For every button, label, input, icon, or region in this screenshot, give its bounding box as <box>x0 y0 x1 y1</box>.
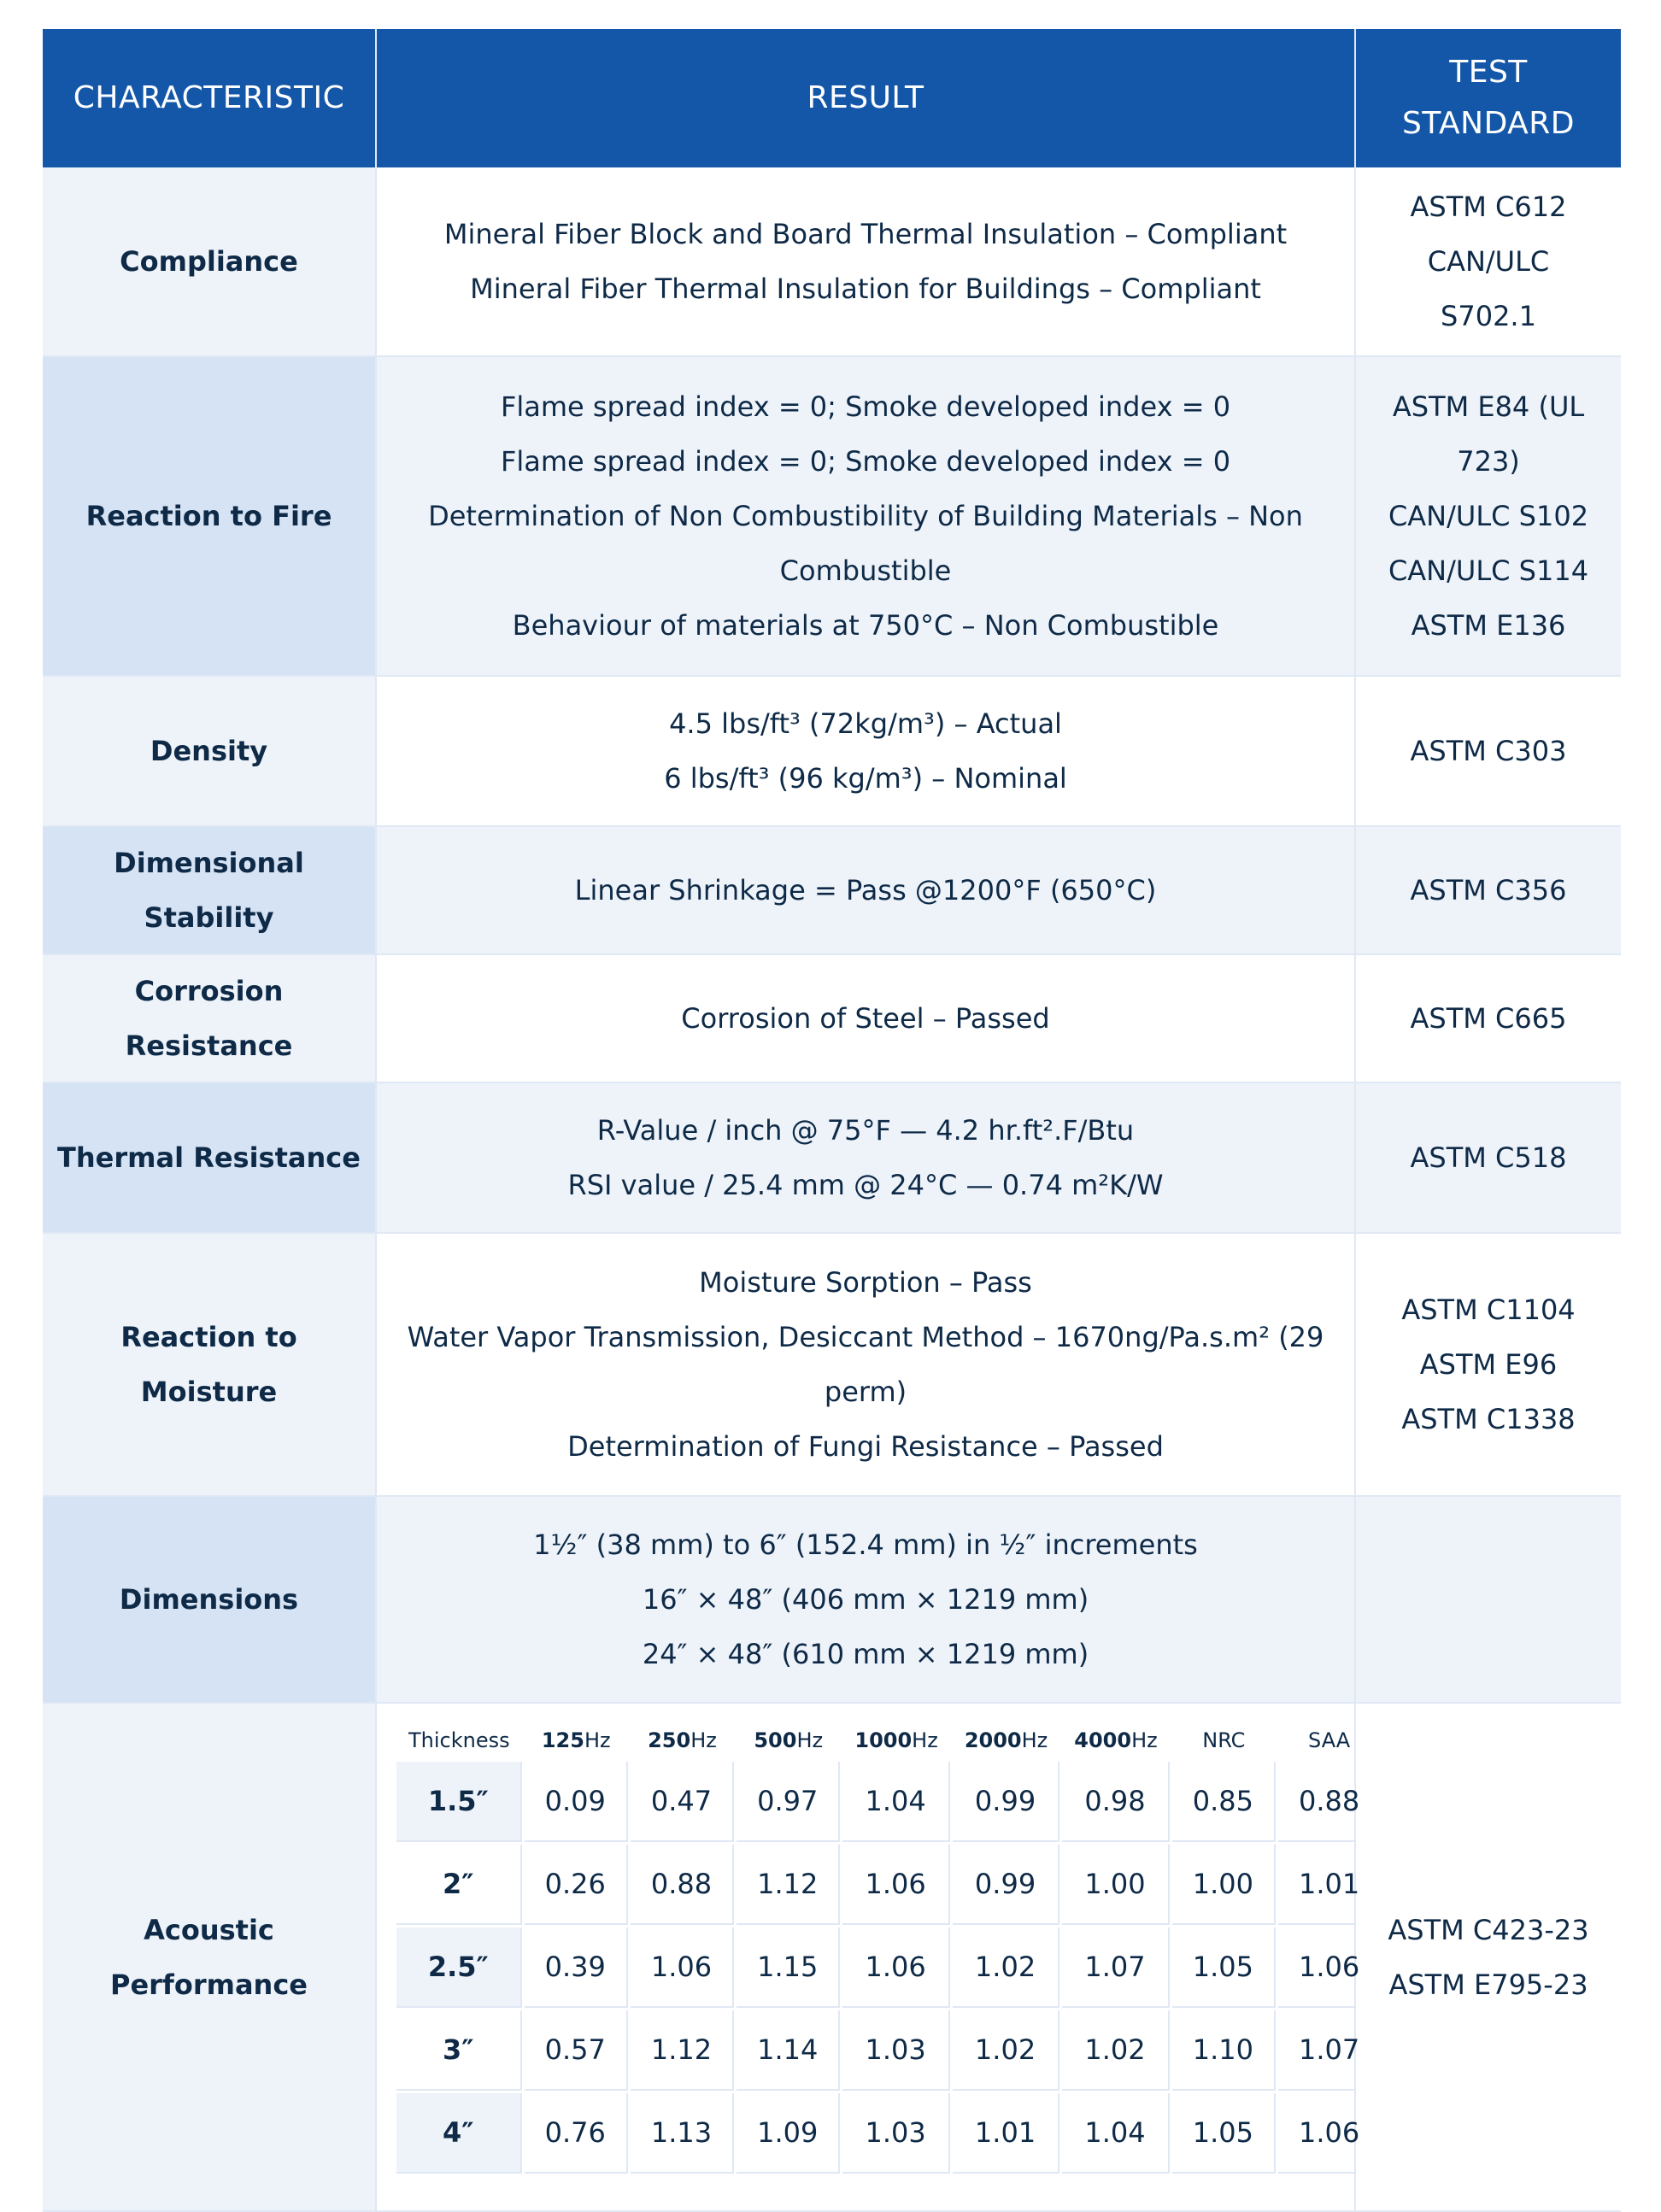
result-line: R-Value / inch @ 75°F — 4.2 hr.ft².F/Btu <box>596 1114 1135 1147</box>
spec-table <box>43 29 1621 2212</box>
characteristic-cell: Density <box>43 676 376 826</box>
standard-line: ASTM C356 <box>1410 874 1567 907</box>
thickness-cell: 1.5″ <box>396 1762 522 1842</box>
result-line: Determination of Fungi Resistance – Passed <box>567 1430 1164 1463</box>
frequency-value: 2000 <box>964 1728 1022 1752</box>
standard-line: ASTM C518 <box>1410 1141 1567 1174</box>
result-line: 6 lbs/ft³ (96 kg/m³) – Nominal <box>664 762 1067 795</box>
header-test-standard <box>1355 29 1621 167</box>
acoustic-value-cell: 1.04 <box>1062 2093 1169 2174</box>
result-cell <box>376 676 1355 826</box>
result-line: Behaviour of materials at 750°C – Non Combustible <box>512 609 1219 642</box>
characteristic-cell: Dimensional Stability <box>43 826 376 954</box>
standard-line: ASTM C1104 <box>1401 1294 1576 1326</box>
acoustic-row <box>396 2010 1380 2091</box>
characteristic-cell: Dimensions <box>43 1496 376 1703</box>
thickness-cell: 2″ <box>396 1845 522 1925</box>
standard-line: ASTM C303 <box>1410 735 1567 767</box>
standard-cell <box>1355 676 1621 826</box>
characteristic-cell: Compliance <box>43 167 376 356</box>
acoustic-value-cell: 1.06 <box>1278 2093 1380 2174</box>
acoustic-value-cell: 1.10 <box>1172 2010 1276 2091</box>
result-cell <box>376 826 1355 954</box>
standard-cell <box>1355 1703 1621 2211</box>
acoustic-value-cell: 1.14 <box>737 2010 840 2091</box>
acoustic-value-cell: 1.00 <box>1062 1845 1169 1925</box>
acoustic-value-cell: 1.12 <box>737 1845 840 1925</box>
standard-line: CAN/ULC S114 <box>1388 554 1589 587</box>
standard-line: CAN/ULC S702.1 <box>1427 245 1550 332</box>
acoustic-value-cell: 1.03 <box>842 2010 949 2091</box>
acoustic-value-cell: 1.05 <box>1172 1927 1276 2008</box>
result-cell <box>376 1233 1355 1496</box>
table-body <box>43 167 1621 2211</box>
acoustic-column-header <box>631 1722 734 1759</box>
result-line: Mineral Fiber Thermal Insulation for Buildings – Compliant <box>470 273 1261 305</box>
acoustic-value-cell: 0.99 <box>953 1762 1059 1842</box>
acoustic-value-cell: 0.39 <box>525 1927 628 2008</box>
acoustic-value-cell: 1.01 <box>1278 1845 1380 1925</box>
acoustic-value-cell: 1.02 <box>953 2010 1059 2091</box>
standard-line: ASTM E84 (UL 723) <box>1392 390 1585 478</box>
result-cell <box>376 954 1355 1083</box>
frequency-unit: Thickness <box>408 1728 510 1752</box>
acoustic-value-cell: 0.76 <box>525 2093 628 2174</box>
standard-cell <box>1355 1233 1621 1496</box>
standard-cell <box>1355 826 1621 954</box>
acoustic-value-cell: 0.99 <box>953 1845 1059 1925</box>
result-line: Linear Shrinkage = Pass @1200°F (650°C) <box>574 874 1157 907</box>
acoustic-value-cell: 0.09 <box>525 1762 628 1842</box>
acoustic-column-header <box>525 1722 628 1759</box>
result-line: Flame spread index = 0; Smoke developed index = 0 <box>500 445 1231 478</box>
table-row <box>43 676 1621 826</box>
acoustic-header-row <box>396 1722 1380 1759</box>
characteristic-cell: Thermal Resistance <box>43 1083 376 1233</box>
result-line: Moisture Sorption – Pass <box>699 1266 1032 1299</box>
standard-line: CAN/ULC S102 <box>1388 500 1589 532</box>
table-header <box>43 29 1621 167</box>
result-line: 1½″ (38 mm) to 6″ (152.4 mm) in ½″ increments <box>533 1528 1198 1561</box>
table-row <box>43 167 1621 356</box>
frequency-value: 4000 <box>1074 1728 1132 1752</box>
acoustic-row <box>396 1845 1380 1925</box>
acoustic-column-header <box>1172 1722 1276 1759</box>
thickness-cell: 2.5″ <box>396 1927 522 2008</box>
acoustic-value-cell: 1.15 <box>737 1927 840 2008</box>
acoustic-value-cell: 1.06 <box>1278 1927 1380 2008</box>
acoustic-row <box>396 1927 1380 2008</box>
acoustic-value-cell: 0.26 <box>525 1845 628 1925</box>
acoustic-value-cell: 0.98 <box>1062 1762 1169 1842</box>
header-result: RESULT <box>376 29 1355 167</box>
acoustic-value-cell: 1.09 <box>737 2093 840 2174</box>
acoustic-value-cell: 1.06 <box>842 1845 949 1925</box>
frequency-unit: Hz <box>1131 1728 1158 1752</box>
characteristic-cell: Acoustic Performance <box>43 1703 376 2211</box>
acoustic-value-cell: 1.04 <box>842 1762 949 1842</box>
acoustic-column-header <box>396 1722 522 1759</box>
standard-cell <box>1355 356 1621 676</box>
acoustic-value-cell: 1.06 <box>842 1927 949 2008</box>
acoustic-result-cell <box>376 1703 1360 2211</box>
standard-cell <box>1355 954 1621 1083</box>
result-line: Corrosion of Steel – Passed <box>681 1002 1050 1035</box>
result-line: Flame spread index = 0; Smoke developed index = 0 <box>500 390 1231 423</box>
frequency-unit: NRC <box>1202 1728 1246 1752</box>
standard-cell <box>1355 1496 1621 1703</box>
frequency-value: 250 <box>648 1728 691 1752</box>
result-line: RSI value / 25.4 mm @ 24°C — 0.74 m²K/W <box>567 1169 1164 1201</box>
frequency-unit: Hz <box>1021 1728 1048 1752</box>
result-cell <box>376 167 1355 356</box>
result-line: Determination of Non Combustibility of Building Materials – Non Combustible <box>428 500 1303 587</box>
acoustic-value-cell: 0.97 <box>737 1762 840 1842</box>
table-row <box>43 1233 1621 1496</box>
table-row-acoustic <box>43 1703 1621 2211</box>
acoustic-value-cell: 1.00 <box>1172 1845 1276 1925</box>
acoustic-column-header <box>842 1722 949 1759</box>
acoustic-value-cell: 1.01 <box>953 2093 1059 2174</box>
table-row <box>43 1083 1621 1233</box>
table-row <box>43 954 1621 1083</box>
result-cell <box>376 1496 1355 1703</box>
standard-line: ASTM C1338 <box>1401 1403 1576 1435</box>
acoustic-value-cell: 0.47 <box>631 1762 734 1842</box>
standard-cell <box>1355 1083 1621 1233</box>
acoustic-value-cell: 1.02 <box>953 1927 1059 2008</box>
acoustic-row <box>396 1762 1380 1842</box>
standard-line: ASTM C612 <box>1410 191 1567 223</box>
result-line: 4.5 lbs/ft³ (72kg/m³) – Actual <box>669 707 1062 740</box>
standard-line: ASTM E96 <box>1419 1348 1558 1381</box>
standard-line: ASTM E136 <box>1411 609 1566 642</box>
frequency-value: 500 <box>754 1728 797 1752</box>
standard-line: ASTM C665 <box>1410 1002 1567 1035</box>
frequency-unit: Hz <box>912 1728 938 1752</box>
frequency-unit: Hz <box>796 1728 824 1752</box>
characteristic-cell: Reaction to Moisture <box>43 1233 376 1496</box>
acoustic-column-header <box>737 1722 840 1759</box>
frequency-unit: SAA <box>1308 1728 1351 1752</box>
thickness-cell: 3″ <box>396 2010 522 2091</box>
acoustic-value-cell: 1.13 <box>631 2093 734 2174</box>
table-row <box>43 356 1621 676</box>
acoustic-column-header <box>953 1722 1059 1759</box>
standard-line: ASTM C423-23 <box>1388 1913 1589 1946</box>
result-line: Mineral Fiber Block and Board Thermal Insulation – Compliant <box>443 218 1288 250</box>
acoustic-table <box>394 1719 1382 2176</box>
header-test-standard-line2: STANDARD <box>1401 106 1576 141</box>
result-cell <box>376 356 1355 676</box>
acoustic-value-cell: 1.07 <box>1062 1927 1169 2008</box>
characteristic-cell: Corrosion Resistance <box>43 954 376 1083</box>
acoustic-value-cell: 1.07 <box>1278 2010 1380 2091</box>
header-row <box>43 29 1621 167</box>
result-line: Water Vapor Transmission, Desiccant Method – 1670ng/Pa.s.m² (29 perm) <box>407 1321 1324 1408</box>
acoustic-value-cell: 1.03 <box>842 2093 949 2174</box>
header-characteristic: CHARACTERISTIC <box>43 29 376 167</box>
table-row <box>43 826 1621 954</box>
acoustic-column-header <box>1062 1722 1169 1759</box>
frequency-unit: Hz <box>690 1728 717 1752</box>
table-row <box>43 1496 1621 1703</box>
standard-line: ASTM E795-23 <box>1388 1968 1588 2001</box>
result-line: 24″ × 48″ (610 mm × 1219 mm) <box>642 1638 1089 1670</box>
acoustic-value-cell: 1.12 <box>631 2010 734 2091</box>
acoustic-value-cell: 0.57 <box>525 2010 628 2091</box>
frequency-value: 125 <box>541 1728 584 1752</box>
acoustic-value-cell: 0.88 <box>1278 1762 1380 1842</box>
standard-cell <box>1355 167 1621 356</box>
acoustic-value-cell: 0.88 <box>631 1845 734 1925</box>
frequency-unit: Hz <box>584 1728 611 1752</box>
acoustic-value-cell: 0.85 <box>1172 1762 1276 1842</box>
acoustic-value-cell: 1.05 <box>1172 2093 1276 2174</box>
acoustic-value-cell: 1.02 <box>1062 2010 1169 2091</box>
acoustic-value-cell: 1.06 <box>631 1927 734 2008</box>
acoustic-row <box>396 2093 1380 2174</box>
frequency-value: 1000 <box>854 1728 913 1752</box>
thickness-cell: 4″ <box>396 2093 522 2174</box>
result-cell <box>376 1083 1355 1233</box>
header-test-standard-line1: TEST <box>1449 55 1528 90</box>
characteristic-cell: Reaction to Fire <box>43 356 376 676</box>
result-line: 16″ × 48″ (406 mm × 1219 mm) <box>642 1583 1089 1616</box>
